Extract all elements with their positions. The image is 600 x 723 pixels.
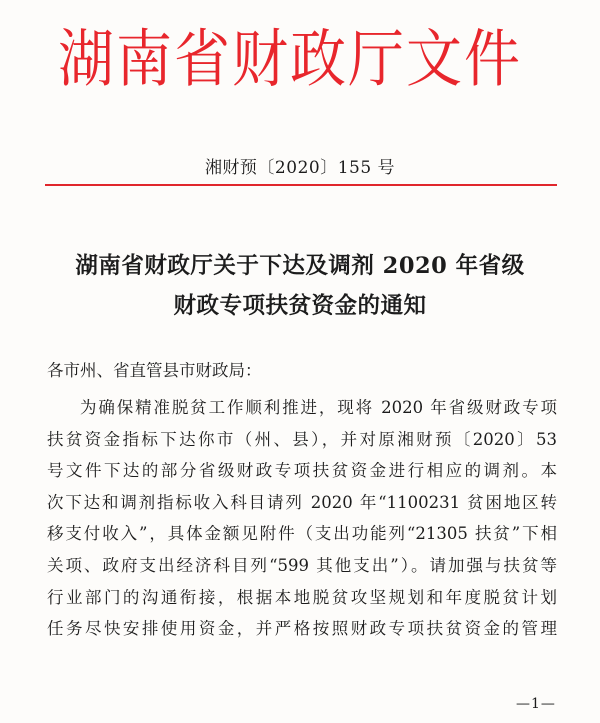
red-divider-line [45, 184, 557, 186]
body-line: 移支付收入”，具体金额见附件（支出功能列“21305 扶贫”下相 [47, 524, 557, 544]
body-line: 扶贫资金指标下达你市（州、县），并对原湘财预〔2020〕53 [47, 429, 557, 449]
body-line: 次下达和调剂指标收入科目请列 2020 年“1100231 贫困地区转 [47, 492, 557, 512]
document-number: 湘财预〔2020〕155 号 [204, 158, 396, 178]
notice-title-line-2: 财政专项扶贫资金的通知 [173, 293, 427, 319]
body-line: 为确保精准脱贫工作顺利推进，现将 2020 年省级财政专项 [80, 398, 557, 417]
letterhead-title: 湖南省财政厅文件 [58, 23, 522, 97]
notice-title-line-1: 湖南省财政厅关于下达及调剂 2020 年省级 [75, 253, 525, 279]
salutation: 各市州、省直管县市财政局： [47, 361, 262, 380]
notice-title [0, 246, 600, 326]
body-line: 任务尽快安排使用资金，并严格按照财政专项扶贫资金的管理 [47, 619, 557, 639]
body-line: 行业部门的沟通衔接，根据本地脱贫攻坚规划和年度脱贫计划 [47, 587, 557, 607]
body-line: 关项、政府支出经济科目列“599 其他支出”）。请加强与扶贫等 [47, 555, 557, 575]
body-line: 号文件下达的部分省级财政专项扶贫资金进行相应的调剂。本 [47, 461, 557, 481]
body-paragraph [47, 392, 557, 645]
page-number: —1— [516, 696, 556, 712]
